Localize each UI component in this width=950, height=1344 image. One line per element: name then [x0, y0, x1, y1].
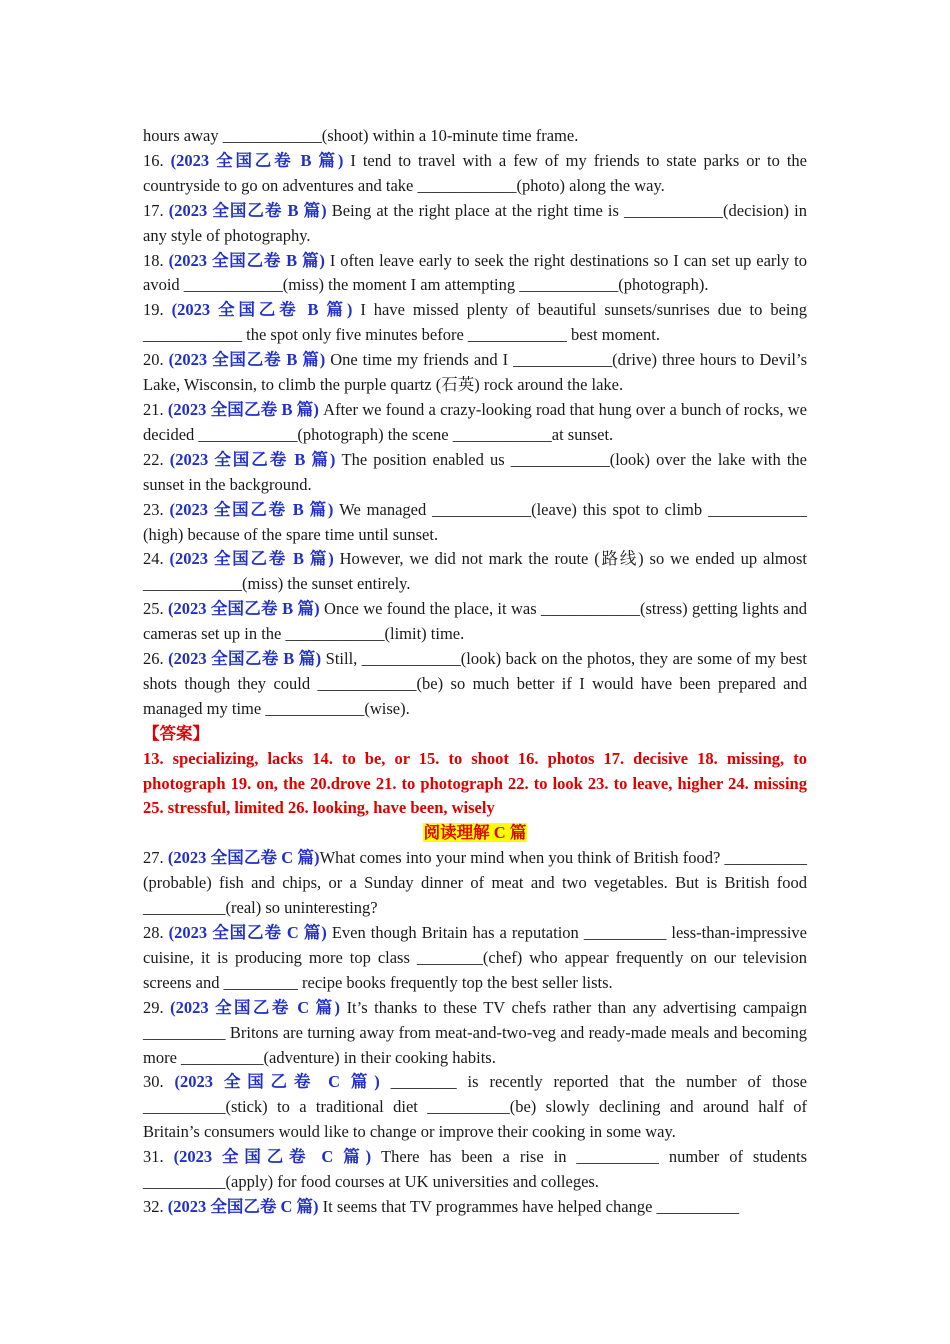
question-26 — [143, 647, 807, 722]
question-text: However, we did not mark the route (路线) so we ended up almost ____________(miss) the sunset entirely. — [143, 549, 807, 594]
question-number: 28. — [143, 923, 169, 942]
question-number: 18. — [143, 250, 169, 270]
question-25 — [143, 597, 807, 647]
question-number: 22. — [143, 449, 170, 469]
question-text: We managed ____________(leave) this spot to climb ____________ (high) because of the spare time until sunset. — [143, 499, 807, 544]
question-15-continuation: hours away ____________(shoot) within a 10-minute time frame. — [143, 126, 579, 145]
question-text: Even though Britain has a reputation __________ less-than-impressive cuisine, it is producing more top class ________(chef) who appear frequently on our television screens and _________ recipe books frequently top the best seller lists. — [143, 923, 808, 992]
question-32 — [143, 1195, 807, 1220]
question-number: 32. — [143, 1196, 168, 1216]
section-heading — [143, 821, 807, 846]
question-source: (2023 全国乙卷 C 篇) — [167, 848, 320, 868]
question-number: 26. — [143, 649, 169, 669]
question-text: I tend to travel with a few of my friends to state parks or to the countryside to go on adventures and take ____________(photo) along the way. — [143, 150, 807, 195]
question-text: It’s thanks to these TV chefs rather than any advertising campaign __________ Britons are turning away from meat-and-two-veg and ready-made meals and becoming more __________(adventure) in their cooking habits. — [143, 997, 807, 1067]
question-source: (2023 全国乙卷 B 篇) — [169, 549, 334, 569]
question-30 — [143, 1070, 807, 1145]
question-number: 25. — [143, 599, 168, 619]
question-source: (2023 全国乙卷 B 篇) — [170, 150, 344, 170]
question-source: (2023 全国乙卷 C 篇) — [168, 923, 327, 942]
question-23 — [143, 498, 807, 548]
question-20 — [143, 348, 807, 398]
answer-heading: 【答案】 — [143, 723, 209, 743]
question-source: (2023 全国乙卷 B 篇) — [168, 649, 322, 669]
question-text: I often leave early to seek the right destinations so I can set up early to avoid ____________(miss) the moment I am attempting ____________(photograph). — [143, 250, 808, 295]
question-source: (2023 全国乙卷 B 篇) — [167, 599, 320, 619]
question-21 — [143, 398, 807, 448]
question-text: I have missed plenty of beautiful sunsets/sunrises due to being ____________ the spot only five minutes before ____________ best moment. — [143, 300, 808, 345]
question-19 — [143, 298, 807, 348]
question-number: 16. — [143, 150, 171, 170]
question-source: (2023 全国乙卷 B 篇) — [169, 449, 336, 469]
question-16 — [143, 149, 807, 199]
question-text: ________ is recently reported that the number of those __________(stick) to a traditional diet __________(be) slowly declining and around half of Britain’s consumers would like to change or improve their cooking in some way. — [143, 1072, 807, 1142]
question-source: (2023 全国乙卷 B 篇) — [171, 300, 353, 320]
question-number: 23. — [143, 499, 170, 519]
question-number: 17. — [143, 200, 169, 220]
question-number: 30. — [143, 1072, 175, 1092]
question-29 — [143, 996, 807, 1071]
question-text: It seems that TV programmes have helped change __________ — [318, 1196, 740, 1216]
question-text: One time my friends and I ____________(drive) three hours to Devil’s Lake, Wisconsin, to climb the purple quartz (石英) rock around the lake. — [143, 350, 807, 395]
question-text: There has been a rise in __________ number of students __________(apply) for food courses at UK universities and colleges. — [143, 1147, 808, 1192]
question-source: (2023 全国乙卷 C 篇) — [167, 1196, 319, 1216]
question-text: Once we found the place, it was ____________(stress) getting lights and cameras set up in the ____________(limit) time. — [143, 599, 808, 644]
question-source: (2023 全国乙卷 B 篇) — [168, 350, 326, 370]
document-page — [143, 124, 807, 1220]
question-27 — [143, 846, 807, 921]
question-text: After we found a crazy-looking road that hung over a bunch of rocks, we decided ____________(photograph) the scene ____________at sunset. — [143, 399, 808, 444]
question-number: 31. — [143, 1147, 174, 1167]
question-source: (2023 全国乙卷 B 篇) — [168, 250, 325, 270]
question-number: 19. — [143, 300, 172, 320]
question-24 — [143, 547, 807, 597]
question-31 — [143, 1145, 807, 1195]
question-source: (2023 全国乙卷 C 篇) — [174, 1072, 380, 1092]
question-source: (2023 全国乙卷 B 篇) — [168, 200, 327, 220]
question-source: (2023 全国乙卷 B 篇) — [167, 399, 319, 419]
question-text: Still, ____________(look) back on the photos, they are some of my best shots though they could ____________(be) so much better if I would have been prepared and managed my time ____________(wise). — [143, 649, 808, 718]
question-source: (2023 全国乙卷 C 篇) — [173, 1147, 372, 1167]
question-number: 20. — [143, 350, 169, 370]
question-number: 24. — [143, 549, 170, 569]
question-number: 27. — [143, 848, 168, 868]
question-source: (2023 全国乙卷 B 篇) — [169, 499, 334, 519]
question-text: What comes into your mind when you think of British food? __________ (probable) fish and chips, or a Sunday dinner of meat and two vegetables. But is British food __________(real) so uninteresting? — [143, 848, 808, 918]
question-text: The position enabled us ____________(look) over the lake with the sunset in the background. — [143, 449, 808, 494]
question-17 — [143, 199, 807, 249]
answer-key: 13. specializing, lacks 14. to be, or 15. to shoot 16. photos 17. decisive 18. missing, to photograph 19. on, the 20.drove 21. to photograph 22. to look 23. to leave, higher 24. missing 25. stressful, limited 26. looking, have been, wisely — [143, 748, 807, 818]
section-title: 阅读理解 C 篇 — [423, 823, 527, 843]
question-text: Being at the right place at the right time is ____________(decision) in any style of photography. — [143, 200, 807, 245]
question-number: 21. — [143, 399, 168, 419]
question-source: (2023 全国乙卷 C 篇) — [170, 997, 341, 1017]
question-28 — [143, 921, 807, 996]
question-number: 29. — [143, 997, 171, 1017]
question-22 — [143, 448, 807, 498]
question-18 — [143, 249, 807, 299]
